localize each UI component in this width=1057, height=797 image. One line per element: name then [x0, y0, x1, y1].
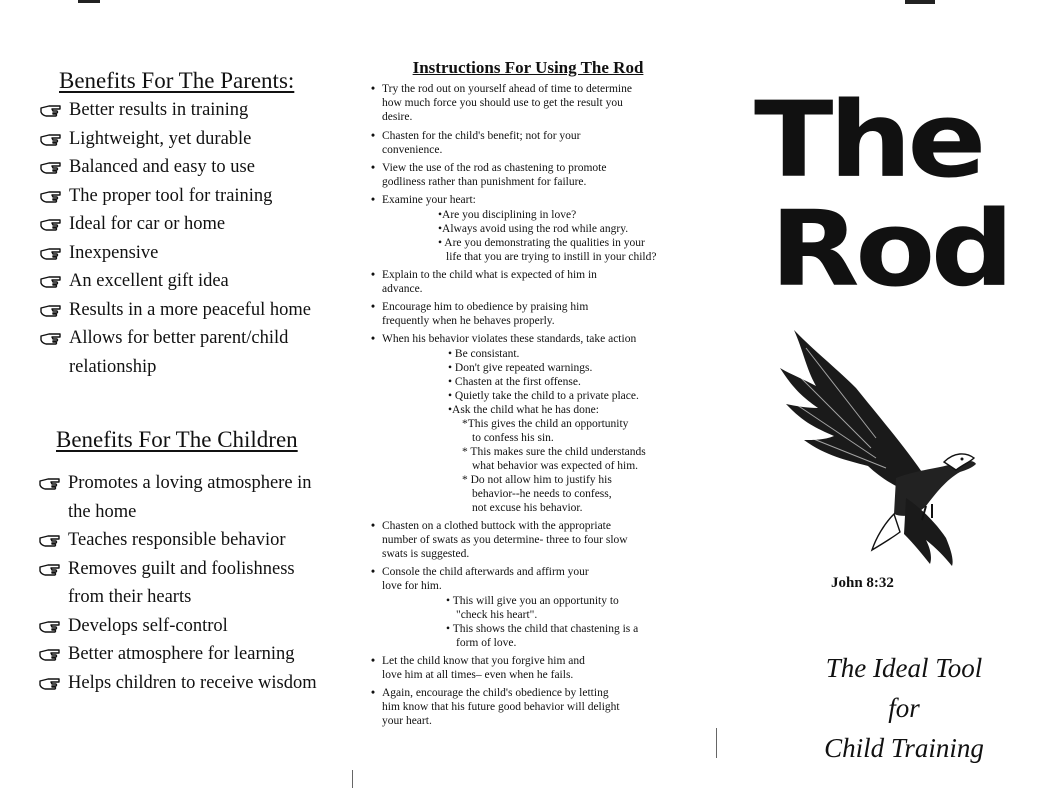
pointing-hand-icon — [37, 640, 63, 668]
parents-heading: Benefits For The Parents: — [59, 68, 295, 93]
pointing-hand-icon — [37, 555, 63, 583]
instruction-item: • Console the child afterwards and affirm your love for him. • This will give you an opportunity to "check his heart". • This shows the child that chastening is a form of love. — [370, 565, 700, 649]
list-item: Inexpensive — [38, 239, 311, 268]
pointing-hand-icon — [37, 469, 63, 497]
pointing-hand-icon — [37, 526, 63, 554]
cover-title-rod: Rod — [770, 188, 1010, 310]
list-item: Better atmosphere for learning — [37, 640, 317, 669]
cover-tagline: The Ideal Tool for Child Training — [824, 653, 984, 763]
pointing-hand-icon — [38, 324, 64, 352]
list-item: Lightweight, yet durable — [38, 125, 311, 154]
instruction-item: • View the use of the rod as chastening to promote godliness rather than punishment for failure. — [370, 161, 700, 189]
list-item: Allows for better parent/child — [38, 324, 311, 353]
list-item-continuation: from their hearts — [68, 587, 192, 607]
instruction-item: • Let the child know that you forgive him and love him at all times– even when he fails. — [370, 654, 700, 682]
instruction-item: • Again, encourage the child's obedience by letting him know that his future good behavior will delight your heart. — [370, 686, 700, 729]
list-item: Ideal for car or home — [38, 210, 311, 239]
list-item: Better results in training — [38, 96, 311, 125]
pointing-hand-icon — [38, 296, 64, 324]
list-item-continuation: relationship — [69, 356, 157, 377]
pointing-hand-icon — [38, 125, 64, 153]
instruction-item: • Encourage him to obedience by praising him frequently when he behaves properly. — [370, 300, 700, 328]
cover-title-the: The — [754, 79, 982, 201]
list-item: Teaches responsible behavior — [37, 526, 317, 555]
pointing-hand-icon — [37, 669, 63, 697]
instruction-item: • Examine your heart: •Are you disciplining in love? •Always avoid using the rod while angry. • Are you demonstrating the qualities in your life that you are trying to instill in your child? — [370, 193, 700, 263]
pointing-hand-icon — [38, 239, 64, 267]
pointing-hand-icon — [38, 153, 64, 181]
instruction-item: • Explain to the child what is expected of him in advance. — [370, 268, 700, 296]
eagle-illustration — [776, 328, 976, 568]
instructions-panel — [352, 0, 704, 797]
list-item: Balanced and easy to use — [38, 153, 311, 182]
parents-list — [38, 96, 311, 381]
benefits-panel — [0, 0, 352, 797]
scripture-reference: John 8:32 — [831, 575, 894, 591]
pointing-hand-icon — [38, 182, 64, 210]
pointing-hand-icon — [37, 612, 63, 640]
children-list — [37, 469, 317, 697]
list-item: Removes guilt and foolishness — [37, 555, 317, 584]
instructions-heading: Instructions For Using The Rod — [412, 58, 644, 77]
children-heading: Benefits For The Children — [56, 427, 298, 452]
cover-panel — [704, 0, 1057, 797]
list-item: The proper tool for training — [38, 182, 311, 211]
instruction-item: • Chasten for the child's benefit; not for your convenience. — [370, 129, 700, 157]
instruction-item: • When his behavior violates these standards, take action • Be consistant. • Don't give repeated warnings. • Chasten at the first offense. • Quietly take the child to a private place. •Ask the child what he has done: *This gives the child an opportunity to confess his sin. * This makes sure the child understands what behavior was expected of him. * Do not allow him to justify his behavior--he needs to confess, not excuse his behavior. — [370, 332, 700, 514]
list-item: Promotes a loving atmosphere in — [37, 469, 317, 498]
list-item: An excellent gift idea — [38, 267, 311, 296]
pointing-hand-icon — [38, 96, 64, 124]
list-item: Results in a more peaceful home — [38, 296, 311, 325]
list-item-continuation: the home — [68, 501, 137, 522]
list-item: Helps children to receive wisdom — [37, 669, 317, 698]
instruction-item: • Try the rod out on yourself ahead of time to determine how much force you should use to get the result you desire. — [370, 82, 700, 125]
pointing-hand-icon — [38, 267, 64, 295]
pointing-hand-icon — [38, 210, 64, 238]
instruction-item: • Chasten on a clothed buttock with the appropriate number of swats as you determine- three to four slow swats is suggested. — [370, 519, 700, 562]
instructions-list — [370, 82, 700, 733]
list-item: Develops self-control — [37, 612, 317, 641]
